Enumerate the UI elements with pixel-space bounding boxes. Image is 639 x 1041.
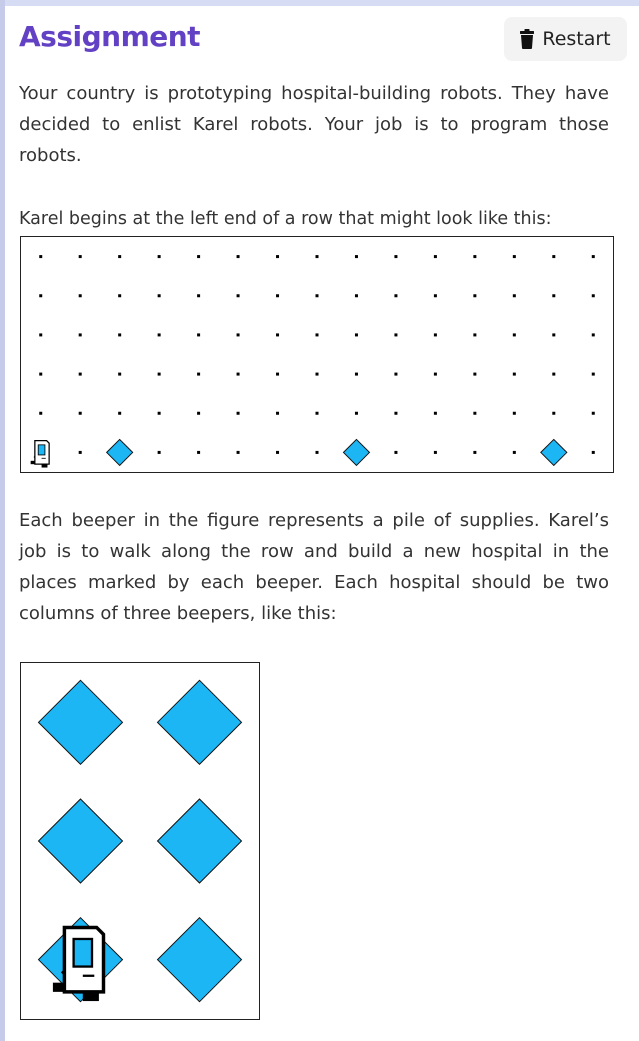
grid-corner-dot (118, 255, 121, 258)
grid-corner-dot (79, 451, 82, 454)
beeper-icon (343, 439, 369, 465)
row-description: Karel begins at the left end of a row that might look like this: (19, 209, 552, 229)
grid-corner-dot (355, 255, 358, 258)
grid-corner-dot (39, 294, 42, 297)
grid-corner-dot (237, 451, 240, 454)
grid-corner-dot (39, 255, 42, 258)
grid-corner-dot (394, 412, 397, 415)
grid-corner-dot (158, 412, 161, 415)
grid-corner-dot (276, 373, 279, 376)
grid-corner-dot (79, 333, 82, 336)
beeper-icon (39, 680, 123, 764)
grid-corner-dot (552, 412, 555, 415)
grid-corner-dot (592, 373, 595, 376)
grid-corner-dot (592, 255, 595, 258)
grid-corner-dot (237, 373, 240, 376)
grid-corner-dot (513, 255, 516, 258)
grid-corner-dot (316, 255, 319, 258)
grid-corner-dot (592, 451, 595, 454)
grid-corner-dot (316, 451, 319, 454)
grid-corner-dot (592, 333, 595, 336)
grid-corner-dot (355, 333, 358, 336)
trash-icon (520, 29, 534, 49)
grid-corner-dot (79, 255, 82, 258)
grid-corner-dot (394, 373, 397, 376)
grid-corner-dot (118, 412, 121, 415)
grid-corner-dot (158, 333, 161, 336)
grid-corner-dot (39, 412, 42, 415)
grid-corner-dot (552, 373, 555, 376)
beeper-icon (107, 439, 133, 465)
grid-corner-dot (197, 333, 200, 336)
grid-corner-dot (473, 255, 476, 258)
karel-world-row (20, 236, 614, 473)
grid-corner-dot (434, 412, 437, 415)
grid-corner-dot (316, 412, 319, 415)
grid-corner-dot (552, 333, 555, 336)
grid-corner-dot (394, 333, 397, 336)
beeper-icon (158, 918, 242, 1002)
grid-corner-dot (39, 333, 42, 336)
grid-corner-dot (355, 412, 358, 415)
grid-corner-dot (434, 333, 437, 336)
grid-corner-dot (552, 294, 555, 297)
grid-corner-dot (197, 412, 200, 415)
grid-corner-dot (513, 294, 516, 297)
grid-corner-dot (473, 294, 476, 297)
grid-corner-dot (197, 294, 200, 297)
grid-corner-dot (316, 294, 319, 297)
grid-corner-dot (513, 412, 516, 415)
grid-corner-dot (473, 451, 476, 454)
grid-corner-dot (592, 412, 595, 415)
grid-corner-dot (513, 333, 516, 336)
top-accent-bar (0, 0, 639, 6)
grid-corner-dot (158, 373, 161, 376)
grid-corner-dot (118, 333, 121, 336)
grid-corner-dot (552, 255, 555, 258)
left-accent-bar (0, 0, 5, 1041)
page-title: Assignment (19, 20, 201, 53)
grid-corner-dot (434, 294, 437, 297)
grid-corner-dot (592, 294, 595, 297)
grid-corner-dot (79, 373, 82, 376)
grid-corner-dot (394, 294, 397, 297)
grid-corner-dot (394, 451, 397, 454)
grid-corner-dot (276, 333, 279, 336)
beeper-icon (541, 439, 567, 465)
grid-corner-dot (158, 255, 161, 258)
grid-corner-dot (197, 373, 200, 376)
grid-corner-dot (118, 373, 121, 376)
grid-corner-dot (434, 373, 437, 376)
karel-robot-icon (31, 441, 49, 468)
grid-corner-dot (276, 255, 279, 258)
beeper-icon (39, 799, 123, 883)
world-row-canvas (21, 237, 613, 472)
beeper-icon (158, 680, 242, 764)
grid-corner-dot (158, 294, 161, 297)
grid-corner-dot (473, 333, 476, 336)
grid-corner-dot (237, 412, 240, 415)
grid-corner-dot (316, 333, 319, 336)
karel-world-hospital (20, 662, 260, 1020)
grid-corner-dot (276, 294, 279, 297)
grid-corner-dot (473, 412, 476, 415)
intro-paragraph: Your country is prototyping hospital-building robots. They have decided to enlist Karel robots. Your job is to program those robots. (19, 83, 609, 166)
grid-corner-dot (118, 294, 121, 297)
grid-corner-dot (434, 255, 437, 258)
grid-corner-dot (434, 451, 437, 454)
grid-corner-dot (394, 255, 397, 258)
grid-corner-dot (316, 373, 319, 376)
restart-button[interactable] (504, 17, 627, 61)
grid-corner-dot (513, 373, 516, 376)
grid-corner-dot (237, 294, 240, 297)
grid-corner-dot (355, 373, 358, 376)
grid-corner-dot (79, 294, 82, 297)
restart-label: Restart (542, 28, 611, 50)
hospital-description: Each beeper in the figure represents a pile of supplies. Karel’s job is to walk along the row and build a new hospital in the places marked by each beeper. Each hospital should be two columns of three beepers, like this: (19, 510, 609, 624)
grid-corner-dot (197, 451, 200, 454)
grid-corner-dot (276, 412, 279, 415)
grid-corner-dot (276, 451, 279, 454)
grid-corner-dot (355, 294, 358, 297)
grid-corner-dot (197, 255, 200, 258)
grid-corner-dot (79, 412, 82, 415)
grid-corner-dot (513, 451, 516, 454)
grid-corner-dot (237, 255, 240, 258)
grid-corner-dot (473, 373, 476, 376)
grid-corner-dot (158, 451, 161, 454)
grid-corner-dot (237, 333, 240, 336)
beeper-icon (158, 799, 242, 883)
world-hospital-canvas (21, 663, 259, 1019)
grid-corner-dot (39, 373, 42, 376)
